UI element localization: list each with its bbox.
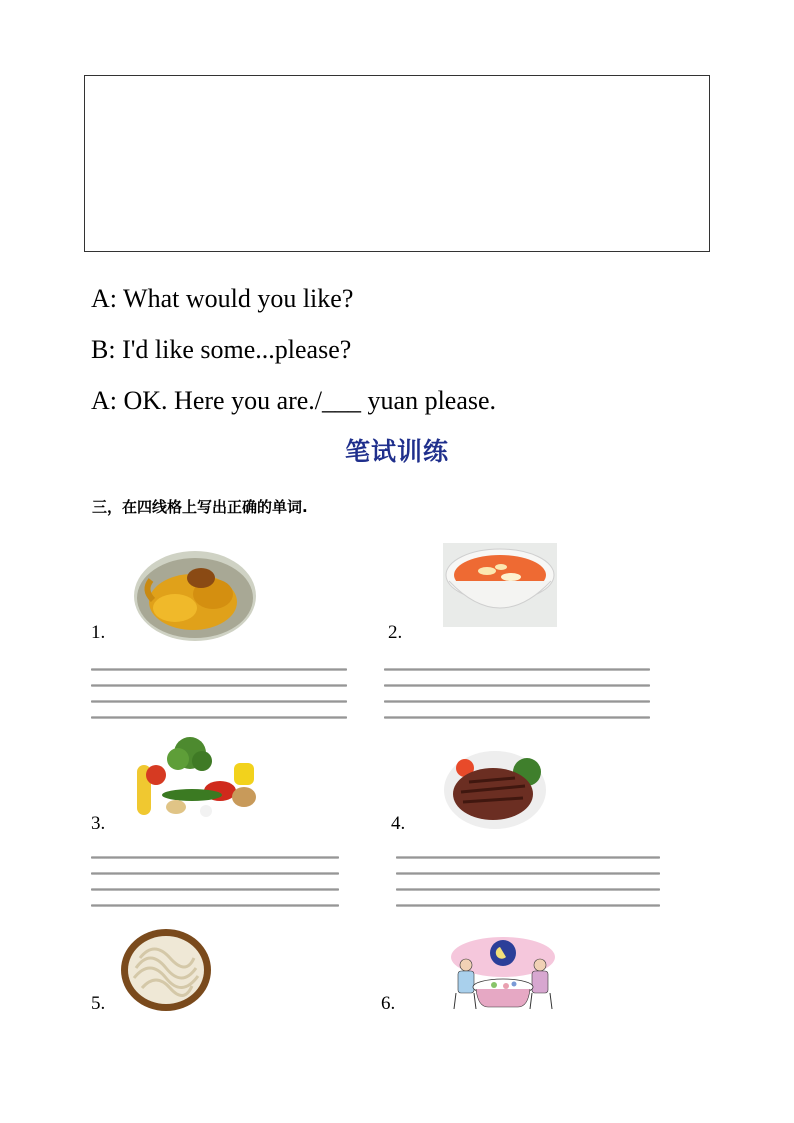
dialogue-text: What would you like? <box>123 284 354 313</box>
dialogue-line-3 <box>91 386 496 416</box>
dialogue-text: I'd like some...please? <box>122 335 352 364</box>
section-title: 笔试训练 <box>344 437 449 466</box>
item-number: 3. <box>91 813 106 834</box>
dining-couple-icon <box>448 933 558 1013</box>
writing-lines[interactable] <box>91 668 347 718</box>
dialogue-text: OK. Here you are./___ yuan please. <box>123 386 497 415</box>
item-number: 1. <box>91 622 106 643</box>
writing-lines[interactable] <box>384 668 650 718</box>
item-number: 6. <box>381 993 396 1014</box>
speaker-label: B: <box>91 335 116 364</box>
noodles-icon <box>120 928 212 1012</box>
item-number: 4. <box>391 813 406 834</box>
instruction-text: 三，在四线格上写出正确的单词. <box>92 498 308 516</box>
roast-chicken-icon <box>133 550 257 642</box>
item-number: 2. <box>388 622 403 643</box>
writing-lines[interactable] <box>396 856 660 906</box>
answer-box <box>84 75 710 252</box>
speaker-label: A: <box>91 284 117 313</box>
writing-lines[interactable] <box>91 856 339 906</box>
dialogue-line-2 <box>91 335 351 365</box>
vegetables-icon <box>134 735 260 821</box>
dialogue-line-1 <box>91 284 353 314</box>
steak-icon <box>443 748 547 830</box>
speaker-label: A: <box>91 386 117 415</box>
soup-bowl-icon <box>443 543 557 627</box>
item-number: 5. <box>91 993 106 1014</box>
